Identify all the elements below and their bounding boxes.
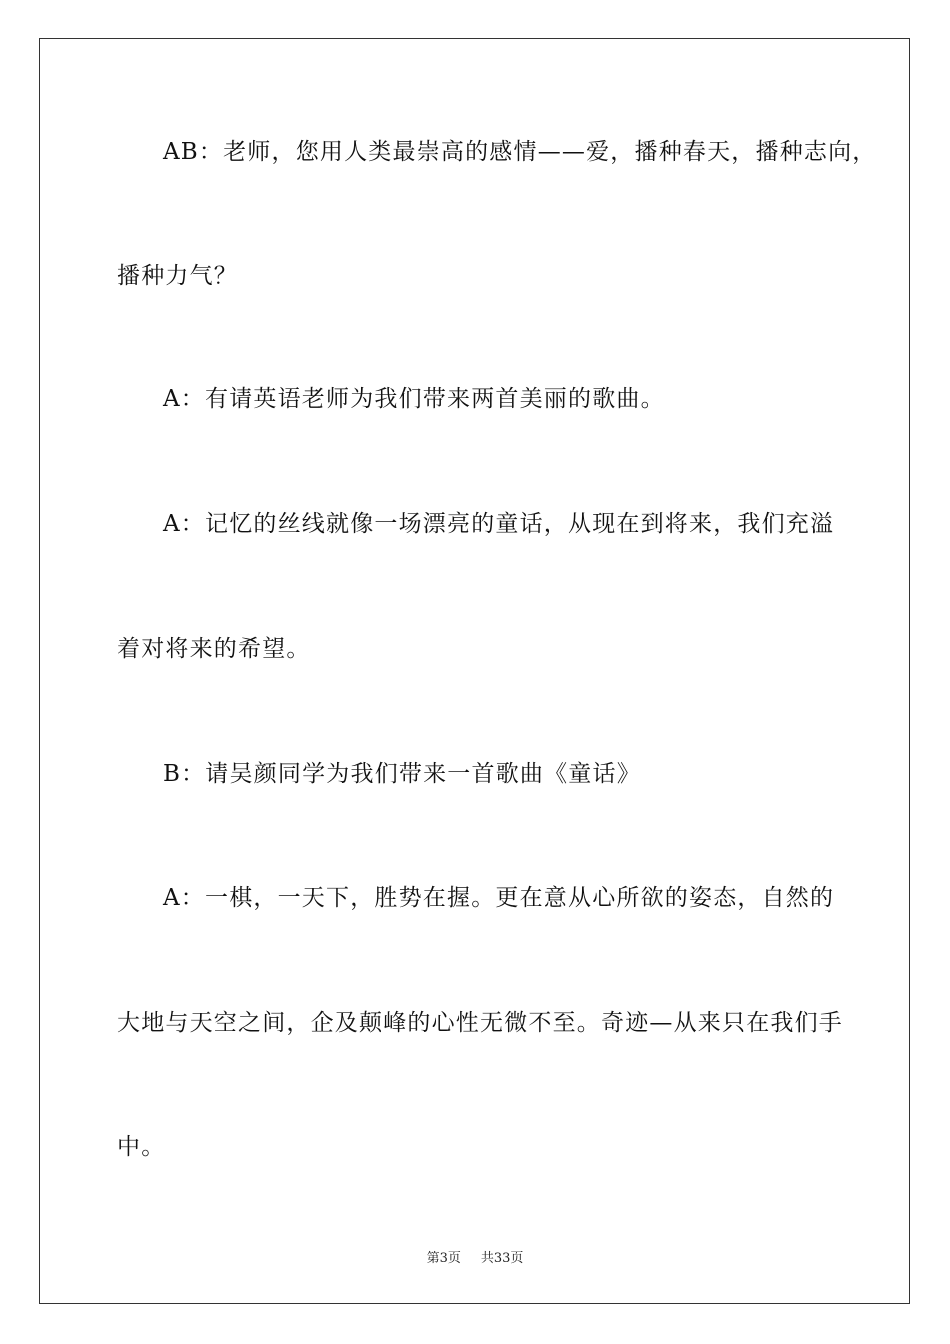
paragraph-line: B：请吴颜同学为我们带来一首歌曲《童话》 [163,761,641,787]
page-footer [0,1247,950,1266]
paragraph-line: 着对将来的希望。 [117,636,311,662]
paragraph-line: A：一棋，一天下，胜势在握。更在意从心所欲的姿态，自然的 [163,885,835,911]
paragraph-line: A：有请英语老师为我们带来两首美丽的歌曲。 [163,386,665,412]
paragraph-line: AB：老师，您用人类最崇高的感情——爱，播种春天，播种志向， [163,139,877,165]
paragraph-line: A：记忆的丝线就像一场漂亮的童话，从现在到将来，我们充溢 [163,511,835,537]
page-frame [39,38,910,1304]
paragraph-line: 中。 [117,1134,166,1160]
paragraph-line: 大地与天空之间，企及颠峰的心性无微不至。奇迹—从来只在我们手 [117,1010,843,1036]
current-page-label: 第3页 [426,1251,461,1266]
total-pages-label: 共33页 [480,1251,524,1266]
paragraph-line: 播种力气？ [117,263,238,289]
